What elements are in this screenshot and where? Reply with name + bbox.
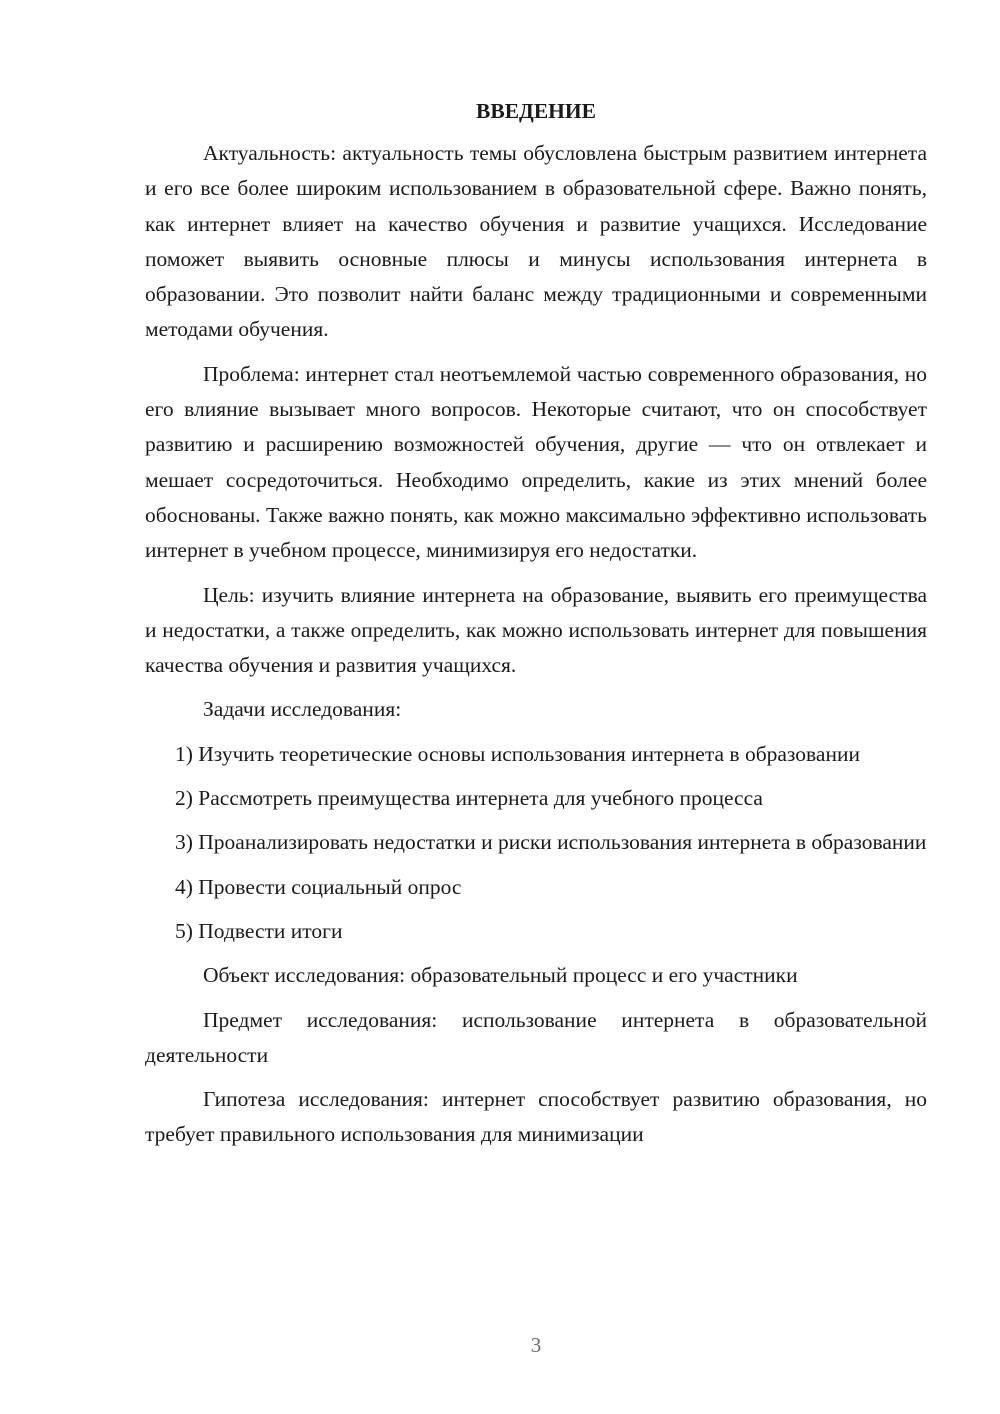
relevance-paragraph: Актуальность: актуальность темы обусловлена быстрым развитием интернета и его все более широким использованием в образовательной сфере. Важно понять, как интернет влияет на качество обучения и развитие учащихся. Исследование поможет выявить основные плюсы и минусы использования интернета в образовании. Это позволит найти баланс между традиционными и современными методами обучения. [145, 141, 927, 342]
problem-paragraph: Проблема: интернет стал неотъемлемой частью современного образования, но его влияние вызывает много вопросов. Некоторые считают, что он способствует развитию и расширению возможностей обучения, другие — что он отвлекает и мешает сосредоточиться. Необходимо определить, какие из этих мнений более обоснованы. Также важно понять, как можно максимально эффективно использовать интернет в учебном процессе, минимизируя его недостатки. [145, 361, 927, 563]
page-content [145, 94, 927, 1153]
task-item-5: 5) Подвести итоги [175, 918, 343, 943]
page-number: 3 [530, 1333, 542, 1357]
tasks-heading: Задачи исследования: [203, 697, 402, 722]
hypothesis-paragraph: Гипотеза исследования: интернет способствует развитию образования, но требует правильного использования для минимизации [145, 1087, 927, 1147]
goal-paragraph: Цель: изучить влияние интернета на образование, выявить его преимущества и недостатки, а также определить, как можно использовать интернет для повышения качества обучения и развития учащихся. [145, 582, 927, 678]
task-item-2: 2) Рассмотреть преимущества интернета для учебного процесса [175, 786, 763, 811]
task-item-4: 4) Провести социальный опрос [175, 874, 462, 899]
page-title: ВВЕДЕНИЕ [476, 99, 596, 123]
task-item-3: 3) Проанализировать недостатки и риски использования интернета в образовании [175, 830, 927, 855]
task-item-1: 1) Изучить теоретические основы использования интернета в образовании [175, 741, 860, 766]
object-paragraph: Объект исследования: образовательный процесс и его участники [203, 963, 798, 988]
subject-paragraph: Предмет исследования: использование интернета в образовательной деятельности [145, 1007, 927, 1067]
